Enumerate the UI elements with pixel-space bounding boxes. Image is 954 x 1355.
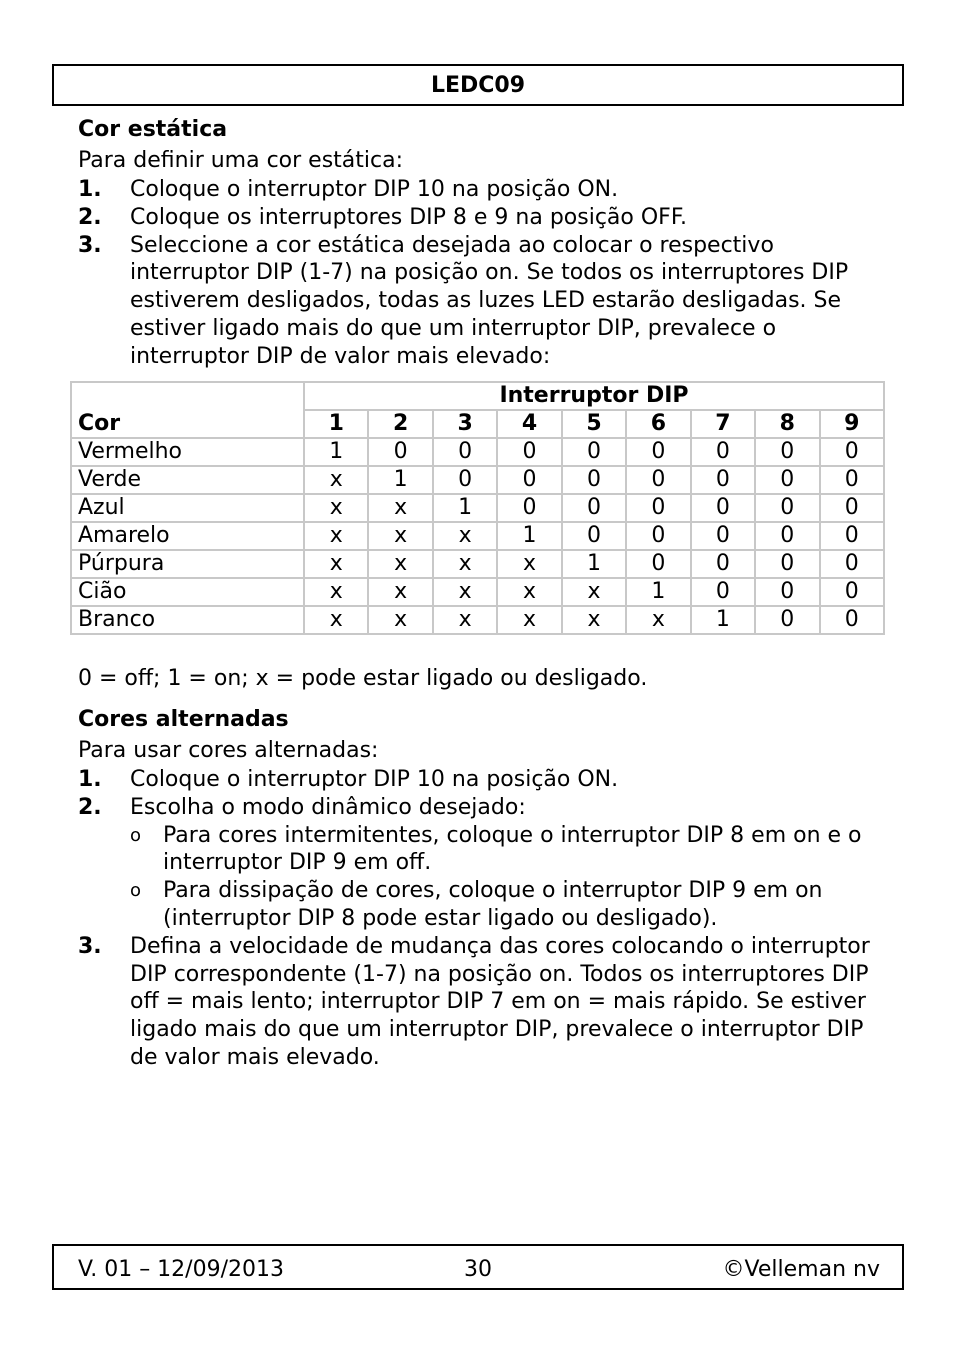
group-header-dip: Interruptor DIP: [304, 382, 884, 410]
dip-value-cell: 0: [820, 522, 885, 550]
table-row: [71, 522, 884, 550]
dip-value-cell: x: [433, 550, 497, 578]
dip-value-cell: 0: [691, 522, 755, 550]
dip-value-cell: 0: [820, 438, 885, 466]
table-row: [71, 466, 884, 494]
column-header-color: Cor: [71, 382, 304, 438]
dip-value-cell: 0: [497, 494, 561, 522]
table-group-header-row: [71, 382, 884, 410]
section-static-color: [78, 114, 888, 371]
table-body: [71, 438, 884, 634]
page-header: [52, 64, 904, 106]
dip-value-cell: 0: [755, 466, 819, 494]
version-label: V. 01 – 12/09/2013: [78, 1257, 284, 1282]
table-legend: 0 = off; 1 = on; x = pode estar ligado ou desligado.: [78, 666, 648, 691]
dip-value-cell: 0: [755, 438, 819, 466]
dip-value-cell: x: [368, 578, 432, 606]
dip-value-cell: 0: [562, 438, 626, 466]
dip-value-cell: x: [304, 578, 368, 606]
column-header-dip-8: 8: [755, 410, 819, 438]
step-text: Defina a velocidade de mudança das cores colocando o interruptor DIP correspondente (1-7) na posição on. Todos os interruptores DIP off = mais lento; interruptor DIP 7 em on = mais rápido. Se estiver ligado mais do que um interruptor DIP, prevalece o interruptor DIP de valor mais elevado.: [130, 933, 870, 1070]
section-heading: Cores alternadas: [78, 707, 289, 732]
dip-value-cell: 0: [755, 550, 819, 578]
table-row: [71, 606, 884, 634]
dip-value-cell: 0: [497, 466, 561, 494]
dip-value-cell: x: [497, 606, 561, 634]
color-name-cell: Vermelho: [71, 438, 304, 466]
dip-value-cell: 0: [433, 438, 497, 466]
dip-value-cell: 0: [433, 466, 497, 494]
sub-item: [130, 822, 888, 878]
circle-bullet-icon: o: [130, 824, 142, 846]
dip-value-cell: 1: [433, 494, 497, 522]
dip-value-cell: x: [368, 494, 432, 522]
sub-list: [130, 822, 888, 933]
dip-value-cell: 0: [820, 550, 885, 578]
dip-value-cell: 0: [820, 578, 885, 606]
dip-value-cell: 0: [626, 438, 690, 466]
dip-value-cell: 0: [691, 466, 755, 494]
dip-value-cell: x: [304, 606, 368, 634]
dip-value-cell: 0: [562, 522, 626, 550]
table-row: [71, 438, 884, 466]
section-alternating-colors: [78, 704, 888, 1072]
sub-item: [130, 877, 888, 933]
column-header-dip-9: 9: [820, 410, 885, 438]
step-item: [78, 204, 888, 232]
dip-value-cell: 0: [691, 578, 755, 606]
step-text: Seleccione a cor estática desejada ao colocar o respectivo interruptor DIP (1-7) na posição on. Se todos os interruptores DIP estiverem desligados, todas as luzes LED estarão desligadas. Se estiver ligado mais do que um interruptor DIP, prevalece o interruptor DIP de valor mais elevado:: [130, 232, 849, 369]
sub-item-text: Para dissipação de cores, coloque o interruptor DIP 9 em on (interruptor DIP 8 pode estar ligado ou desligado).: [163, 878, 823, 931]
dip-value-cell: 0: [755, 578, 819, 606]
dip-value-cell: 0: [562, 466, 626, 494]
dip-value-cell: x: [368, 550, 432, 578]
dip-value-cell: 0: [755, 494, 819, 522]
table-row: [71, 550, 884, 578]
dip-value-cell: x: [626, 606, 690, 634]
dip-value-cell: 0: [691, 494, 755, 522]
dip-value-cell: 1: [368, 466, 432, 494]
step-item: [78, 766, 888, 794]
dip-value-cell: 0: [820, 494, 885, 522]
dip-value-cell: 0: [755, 522, 819, 550]
color-name-cell: Azul: [71, 494, 304, 522]
section-heading: Cor estática: [78, 117, 228, 142]
circle-bullet-icon: o: [130, 880, 142, 902]
dip-value-cell: 0: [368, 438, 432, 466]
dip-value-cell: 0: [626, 466, 690, 494]
step-number: 2.: [78, 204, 102, 230]
column-header-dip-4: 4: [497, 410, 561, 438]
step-text: Coloque o interruptor DIP 10 na posição ON.: [130, 767, 619, 792]
dip-value-cell: 0: [820, 466, 885, 494]
dip-value-cell: 0: [626, 550, 690, 578]
step-text: Coloque os interruptores DIP 8 e 9 na posição OFF.: [130, 204, 687, 230]
column-header-dip-1: 1: [304, 410, 368, 438]
step-item: [78, 176, 888, 204]
color-name-cell: Branco: [71, 606, 304, 634]
dip-value-cell: 1: [304, 438, 368, 466]
column-header-dip-5: 5: [562, 410, 626, 438]
column-header-dip-3: 3: [433, 410, 497, 438]
step-number: 3.: [78, 933, 102, 959]
dip-value-cell: x: [433, 522, 497, 550]
dip-value-cell: 1: [626, 578, 690, 606]
dip-value-cell: x: [304, 522, 368, 550]
step-number: 1.: [78, 177, 102, 202]
step-item: [78, 232, 888, 371]
dip-value-cell: x: [562, 606, 626, 634]
dip-value-cell: x: [497, 550, 561, 578]
page-number: 30: [464, 1257, 492, 1282]
sub-item-text: Para cores intermitentes, coloque o interruptor DIP 8 em on e o interruptor DIP 9 em off.: [163, 822, 862, 876]
dip-value-cell: x: [368, 606, 432, 634]
table-row: [71, 578, 884, 606]
color-name-cell: Amarelo: [71, 522, 304, 550]
dip-value-cell: 0: [691, 550, 755, 578]
column-header-dip-2: 2: [368, 410, 432, 438]
dip-value-cell: 0: [691, 438, 755, 466]
column-header-dip-7: 7: [691, 410, 755, 438]
dip-value-cell: x: [433, 606, 497, 634]
step-number: 3.: [78, 232, 102, 258]
dip-value-cell: x: [304, 494, 368, 522]
table-row: [71, 494, 884, 522]
step-item: [78, 794, 888, 933]
steps-list: [78, 766, 888, 1072]
color-name-cell: Verde: [71, 466, 304, 494]
step-text: Escolha o modo dinâmico desejado:: [130, 794, 526, 820]
dip-value-cell: 1: [691, 606, 755, 634]
step-text: Coloque o interruptor DIP 10 na posição ON.: [130, 177, 619, 202]
section-intro: Para usar cores alternadas:: [78, 738, 379, 763]
dip-switch-table: [70, 381, 885, 635]
dip-value-cell: 0: [562, 494, 626, 522]
dip-value-cell: 0: [626, 522, 690, 550]
dip-value-cell: 0: [820, 606, 885, 634]
dip-value-cell: 1: [497, 522, 561, 550]
dip-value-cell: x: [368, 522, 432, 550]
step-item: [78, 933, 888, 1072]
steps-list: [78, 176, 888, 371]
dip-value-cell: 1: [562, 550, 626, 578]
step-number: 1.: [78, 767, 102, 792]
page-footer: [52, 1244, 904, 1290]
dip-value-cell: 0: [626, 494, 690, 522]
dip-value-cell: x: [304, 550, 368, 578]
step-number: 2.: [78, 794, 102, 820]
dip-value-cell: x: [304, 466, 368, 494]
dip-value-cell: x: [433, 578, 497, 606]
column-header-dip-6: 6: [626, 410, 690, 438]
dip-value-cell: 0: [497, 438, 561, 466]
document-title: LEDC09: [430, 73, 526, 98]
dip-value-cell: x: [562, 578, 626, 606]
color-name-cell: Púrpura: [71, 550, 304, 578]
dip-value-cell: x: [497, 578, 561, 606]
color-name-cell: Cião: [71, 578, 304, 606]
copyright-label: ©Velleman nv: [722, 1257, 880, 1282]
dip-value-cell: 0: [755, 606, 819, 634]
section-intro: Para definir uma cor estática:: [78, 148, 404, 173]
